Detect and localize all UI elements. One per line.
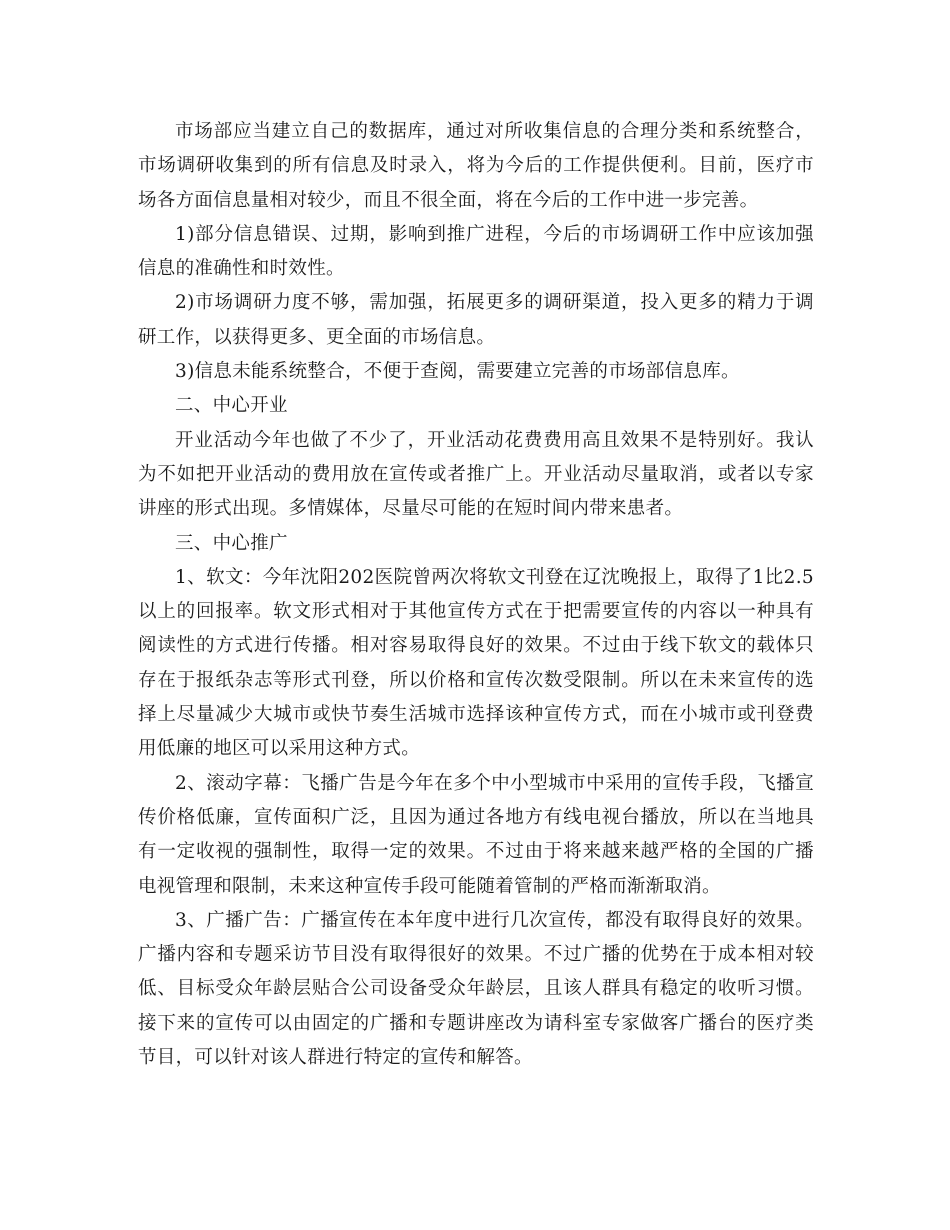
paragraph-database: 市场部应当建立自己的数据库，通过对所收集信息的合理分类和系统整合，市场调研收集到的所有信息及时录入，将为今后的工作提供便利。目前，医疗市场各方面信息量相对较少，而且不很全面，将在今后的工作中进一步完善。 [138,121,814,211]
paragraph-radio-ads: 3、广播广告：广播宣传在本年度中进行几次宣传，都没有取得良好的效果。广播内容和专题采访节目没有取得很好的效果。不过广播的优势在于成本相对较低、目标受众年龄层贴合公司设备受众年龄层，且该人群具有稳定的收听习惯。接下来的宣传可以由固定的广播和专题讲座改为请科室专家做客广播台的医疗类节目，可以针对该人群进行特定的宣传和解答。 [138,909,814,1069]
paragraph-opening: 开业活动今年也做了不少了，开业活动花费费用高且效果不是特别好。我认为不如把开业活动的费用放在宣传或者推广上。开业活动尽量取消，或者以专家讲座的形式出现。多情媒体，尽量尽可能的在短时间内带来患者。 [138,429,814,520]
section-heading-opening: 二、中心开业 [175,395,288,417]
paragraph-point-2: 2)市场调研力度不够，需加强，拓展更多的调研渠道，投入更多的精力于调研工作，以获得更多、更全面的市场信息。 [138,292,814,348]
paragraph-scrolling-caption: 2、滚动字幕：飞播广告是今年在多个中小型城市中采用的宣传手段，飞播宣传价格低廉，宣传面积广泛，且因为通过各地方有线电视台播放，所以在当地具有一定收视的强制性，取得一定的效果。不过由于将来越来越严格的全国的广播电视管理和限制，未来这种宣传手段可能随着管制的严格而渐渐取消。 [138,772,814,897]
paragraph-soft-article: 1、软文：今年沈阳202医院曾两次将软文刊登在辽沈晚报上，取得了1比2.5以上的回报率。软文形式相对于其他宣传方式在于把需要宣传的内容以一种具有阅读性的方式进行传播。相对容易取得良好的效果。不过由于线下软文的载体只存在于报纸杂志等形式刊登，所以价格和宣传次数受限制。所以在未来宣传的选择上尽量减少大城市或快节奏生活城市选择该种宣传方式，而在小城市或刊登费用低廉的地区可以采用这种方式。 [138,566,814,760]
paragraph-point-1: 1)部分信息错误、过期，影响到推广进程，今后的市场调研工作中应该加强信息的准确性和时效性。 [138,223,814,280]
section-heading-promotion: 三、中心推广 [175,532,288,554]
document-page [138,115,814,1075]
paragraph-point-3: 3)信息未能系统整合，不便于查阅，需要建立完善的市场部信息库。 [175,361,740,383]
